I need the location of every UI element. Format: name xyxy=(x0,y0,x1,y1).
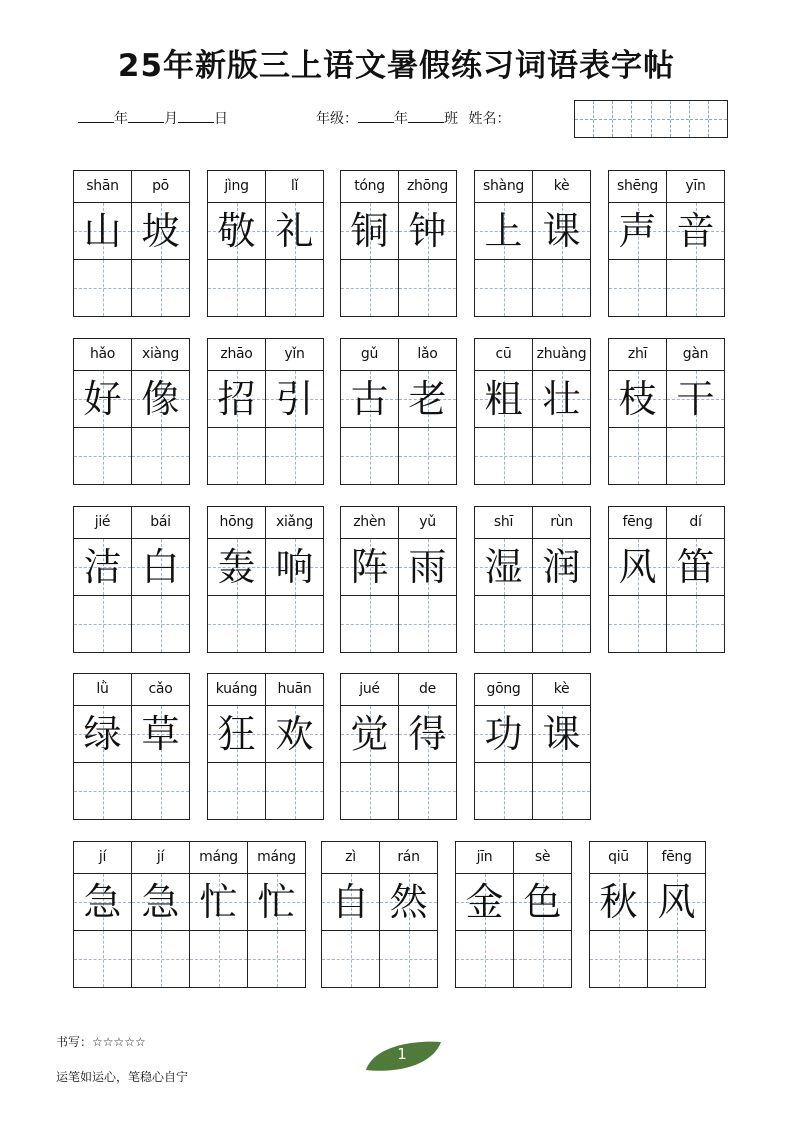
char-column xyxy=(266,171,324,317)
pinyin-label: shàng xyxy=(475,171,532,203)
practice-cell[interactable] xyxy=(590,931,647,988)
word-box xyxy=(340,506,457,653)
hanzi-char: 色 xyxy=(523,880,562,924)
char-column xyxy=(533,339,591,485)
char-column xyxy=(132,674,190,820)
pinyin-label: jié xyxy=(74,507,131,539)
hanzi-char: 狂 xyxy=(217,712,256,756)
model-char-cell xyxy=(475,706,532,763)
pinyin-label: lǜ xyxy=(74,674,131,706)
name-cell[interactable] xyxy=(709,101,727,137)
hanzi-char: 枝 xyxy=(618,377,657,421)
model-char-cell xyxy=(399,371,456,428)
pinyin-label: zhāo xyxy=(208,339,265,371)
model-char-cell xyxy=(248,874,305,931)
pinyin-label: shān xyxy=(74,171,131,203)
char-column xyxy=(208,339,266,485)
char-column xyxy=(322,842,380,988)
char-column xyxy=(208,507,266,653)
pinyin-label: kè xyxy=(533,674,590,706)
model-char-cell xyxy=(609,371,666,428)
char-column xyxy=(190,842,248,988)
name-cell[interactable] xyxy=(594,101,613,137)
pinyin-label: zì xyxy=(322,842,379,874)
hanzi-char: 阵 xyxy=(350,545,389,589)
class-label: 班 xyxy=(444,111,458,127)
practice-cell[interactable] xyxy=(132,596,189,653)
char-column xyxy=(667,171,725,317)
pinyin-label: sè xyxy=(514,842,571,874)
model-char-cell xyxy=(132,539,189,596)
model-char-cell xyxy=(341,371,398,428)
practice-cell[interactable] xyxy=(380,931,437,988)
char-column xyxy=(648,842,706,988)
pinyin-label: jí xyxy=(74,842,131,874)
practice-cell[interactable] xyxy=(667,260,724,317)
model-char-cell xyxy=(648,874,705,931)
practice-cell[interactable] xyxy=(514,931,571,988)
word-box xyxy=(474,506,591,653)
practice-cell[interactable] xyxy=(190,931,247,988)
practice-cell[interactable] xyxy=(341,596,398,653)
hanzi-char: 洁 xyxy=(83,545,122,589)
practice-cell[interactable] xyxy=(208,763,265,820)
pinyin-label: rán xyxy=(380,842,437,874)
model-char-cell xyxy=(609,539,666,596)
word-box xyxy=(455,841,572,988)
model-char-cell xyxy=(132,706,189,763)
hanzi-char: 白 xyxy=(141,545,180,589)
char-column xyxy=(74,339,132,485)
pinyin-label: yīn xyxy=(667,171,724,203)
char-column xyxy=(266,507,324,653)
model-char-cell xyxy=(456,874,513,931)
practice-cell[interactable] xyxy=(399,763,456,820)
pinyin-label: kè xyxy=(533,171,590,203)
practice-cell[interactable] xyxy=(475,428,532,485)
pinyin-label: bái xyxy=(132,507,189,539)
model-char-cell xyxy=(208,706,265,763)
char-column xyxy=(475,171,533,317)
hanzi-char: 风 xyxy=(657,880,696,924)
char-column xyxy=(399,339,457,485)
char-column xyxy=(533,171,591,317)
practice-cell[interactable] xyxy=(475,763,532,820)
hanzi-char: 忙 xyxy=(257,880,296,924)
model-char-cell xyxy=(74,706,131,763)
word-box xyxy=(608,506,725,653)
pinyin-label: jīn xyxy=(456,842,513,874)
char-column xyxy=(399,674,457,820)
pinyin-label: jué xyxy=(341,674,398,706)
model-char-cell xyxy=(322,874,379,931)
pinyin-label: cǎo xyxy=(132,674,189,706)
char-column xyxy=(208,171,266,317)
pinyin-label: gǔ xyxy=(341,339,398,371)
char-column xyxy=(475,674,533,820)
model-char-cell xyxy=(380,874,437,931)
hanzi-char: 轰 xyxy=(217,545,256,589)
char-column xyxy=(341,674,399,820)
practice-cell[interactable] xyxy=(132,428,189,485)
char-column xyxy=(266,674,324,820)
practice-cell[interactable] xyxy=(475,596,532,653)
word-box xyxy=(73,338,190,485)
hanzi-char: 山 xyxy=(83,209,122,253)
practice-cell[interactable] xyxy=(132,931,189,988)
char-column xyxy=(266,339,324,485)
practice-cell[interactable] xyxy=(322,931,379,988)
char-column xyxy=(590,842,648,988)
model-char-cell xyxy=(208,203,265,260)
word-box xyxy=(321,841,438,988)
practice-cell[interactable] xyxy=(475,260,532,317)
practice-cell[interactable] xyxy=(399,596,456,653)
model-char-cell xyxy=(74,539,131,596)
practice-cell[interactable] xyxy=(74,596,131,653)
practice-cell[interactable] xyxy=(341,428,398,485)
name-cell[interactable] xyxy=(652,101,671,137)
hanzi-char: 干 xyxy=(676,377,715,421)
pinyin-label: xiàng xyxy=(132,339,189,371)
pinyin-label: zhōng xyxy=(399,171,456,203)
word-box xyxy=(73,170,190,317)
pinyin-label: dí xyxy=(667,507,724,539)
hanzi-char: 钟 xyxy=(408,209,447,253)
char-column xyxy=(399,507,457,653)
model-char-cell xyxy=(132,874,189,931)
practice-cell[interactable] xyxy=(533,260,590,317)
word-box xyxy=(207,338,324,485)
char-column xyxy=(667,339,725,485)
model-char-cell xyxy=(667,203,724,260)
pinyin-label: kuáng xyxy=(208,674,265,706)
char-column xyxy=(456,842,514,988)
month-blank[interactable] xyxy=(128,108,164,123)
model-char-cell xyxy=(609,203,666,260)
char-column xyxy=(132,842,190,988)
hanzi-char: 响 xyxy=(275,545,314,589)
model-char-cell xyxy=(266,539,323,596)
model-char-cell xyxy=(399,203,456,260)
pinyin-label: máng xyxy=(248,842,305,874)
practice-cell[interactable] xyxy=(208,596,265,653)
word-box xyxy=(608,338,725,485)
practice-cell[interactable] xyxy=(667,596,724,653)
pinyin-label: zhī xyxy=(609,339,666,371)
model-char-cell xyxy=(533,203,590,260)
model-char-cell xyxy=(514,874,571,931)
name-cell[interactable] xyxy=(613,101,632,137)
hanzi-char: 秋 xyxy=(599,880,638,924)
pinyin-label: lǐ xyxy=(266,171,323,203)
word-box xyxy=(207,673,324,820)
date-line xyxy=(78,108,228,128)
class-blank[interactable] xyxy=(408,108,444,123)
grade-line xyxy=(316,108,510,128)
day-label: 日 xyxy=(214,111,228,127)
writing-rating: 书写：☆☆☆☆☆ xyxy=(56,1035,146,1049)
practice-cell[interactable] xyxy=(533,596,590,653)
model-char-cell xyxy=(399,706,456,763)
pinyin-label: hǎo xyxy=(74,339,131,371)
practice-cell[interactable] xyxy=(533,428,590,485)
hanzi-char: 金 xyxy=(465,880,504,924)
char-column xyxy=(533,674,591,820)
pinyin-label: gàn xyxy=(667,339,724,371)
pinyin-label: lǎo xyxy=(399,339,456,371)
word-box xyxy=(474,338,591,485)
word-box xyxy=(340,673,457,820)
model-char-cell xyxy=(475,203,532,260)
pinyin-label: qiū xyxy=(590,842,647,874)
month-label: 月 xyxy=(164,111,178,127)
pinyin-label: cū xyxy=(475,339,532,371)
hanzi-char: 壮 xyxy=(542,377,581,421)
practice-cell[interactable] xyxy=(456,931,513,988)
pinyin-label: shī xyxy=(475,507,532,539)
model-char-cell xyxy=(667,371,724,428)
pinyin-label: yǔ xyxy=(399,507,456,539)
pinyin-label: huān xyxy=(266,674,323,706)
model-char-cell xyxy=(533,371,590,428)
char-column xyxy=(132,171,190,317)
hanzi-char: 古 xyxy=(350,377,389,421)
model-char-cell xyxy=(475,539,532,596)
practice-cell[interactable] xyxy=(266,596,323,653)
year-blank[interactable] xyxy=(78,108,114,123)
practice-cell[interactable] xyxy=(208,260,265,317)
word-box xyxy=(207,170,324,317)
char-column xyxy=(475,339,533,485)
char-column xyxy=(248,842,306,988)
page-title: 25年新版三上语文暑假练习词语表字帖 xyxy=(117,48,676,84)
model-char-cell xyxy=(341,539,398,596)
practice-cell[interactable] xyxy=(341,763,398,820)
hanzi-char: 坡 xyxy=(141,209,180,253)
motto: 运笔如运心，笔稳心自宁 xyxy=(56,1070,189,1084)
practice-cell[interactable] xyxy=(74,931,131,988)
model-char-cell xyxy=(74,371,131,428)
hanzi-char: 像 xyxy=(141,377,180,421)
practice-cell[interactable] xyxy=(266,260,323,317)
model-char-cell xyxy=(132,371,189,428)
practice-cell[interactable] xyxy=(609,596,666,653)
word-box xyxy=(474,673,591,820)
hanzi-char: 声 xyxy=(618,209,657,253)
char-column xyxy=(380,842,438,988)
word-box xyxy=(474,170,591,317)
hanzi-char: 得 xyxy=(408,712,447,756)
practice-cell[interactable] xyxy=(399,428,456,485)
word-box xyxy=(73,673,190,820)
char-column xyxy=(208,674,266,820)
practice-cell[interactable] xyxy=(132,763,189,820)
practice-cell[interactable] xyxy=(74,763,131,820)
pinyin-label: fēng xyxy=(609,507,666,539)
model-char-cell xyxy=(533,539,590,596)
pinyin-label: máng xyxy=(190,842,247,874)
practice-cell[interactable] xyxy=(399,260,456,317)
pinyin-label: yǐn xyxy=(266,339,323,371)
day-blank[interactable] xyxy=(178,108,214,123)
char-column xyxy=(533,507,591,653)
model-char-cell xyxy=(266,706,323,763)
model-char-cell xyxy=(533,706,590,763)
hanzi-char: 雨 xyxy=(408,545,447,589)
practice-cell[interactable] xyxy=(208,428,265,485)
char-column xyxy=(74,507,132,653)
hanzi-char: 欢 xyxy=(275,712,314,756)
pinyin-label: de xyxy=(399,674,456,706)
char-column xyxy=(609,171,667,317)
year-label: 年 xyxy=(114,111,128,127)
pinyin-label: fēng xyxy=(648,842,705,874)
name-cell[interactable] xyxy=(690,101,709,137)
word-box xyxy=(73,841,306,988)
char-column xyxy=(132,339,190,485)
hanzi-char: 课 xyxy=(542,712,581,756)
grade-nian-label: 年 xyxy=(394,111,408,127)
name-label: 姓名： xyxy=(468,111,511,127)
hanzi-char: 湿 xyxy=(484,545,523,589)
hanzi-char: 老 xyxy=(408,377,447,421)
model-char-cell xyxy=(399,539,456,596)
practice-cell[interactable] xyxy=(74,428,131,485)
word-box xyxy=(73,506,190,653)
model-char-cell xyxy=(74,203,131,260)
char-column xyxy=(341,339,399,485)
practice-cell[interactable] xyxy=(248,931,305,988)
hanzi-char: 引 xyxy=(275,377,314,421)
char-column xyxy=(74,171,132,317)
char-column xyxy=(341,171,399,317)
pinyin-label: pō xyxy=(132,171,189,203)
practice-cell[interactable] xyxy=(609,428,666,485)
practice-cell[interactable] xyxy=(609,260,666,317)
practice-cell[interactable] xyxy=(266,763,323,820)
hanzi-char: 急 xyxy=(141,880,180,924)
pinyin-label: tóng xyxy=(341,171,398,203)
model-char-cell xyxy=(590,874,647,931)
model-char-cell xyxy=(190,874,247,931)
hanzi-char: 绿 xyxy=(83,712,122,756)
pinyin-label: shēng xyxy=(609,171,666,203)
pinyin-label: xiǎng xyxy=(266,507,323,539)
practice-cell[interactable] xyxy=(341,260,398,317)
char-column xyxy=(341,507,399,653)
hanzi-char: 草 xyxy=(141,712,180,756)
name-input-box[interactable] xyxy=(574,100,728,138)
pinyin-label: jìng xyxy=(208,171,265,203)
page-number: 1 xyxy=(397,1045,407,1063)
char-column xyxy=(609,507,667,653)
model-char-cell xyxy=(341,203,398,260)
hanzi-char: 音 xyxy=(676,209,715,253)
name-cell[interactable] xyxy=(575,101,594,137)
name-cell[interactable] xyxy=(671,101,690,137)
grade-label: 年级： xyxy=(316,111,358,127)
model-char-cell xyxy=(266,203,323,260)
hanzi-char: 好 xyxy=(83,377,122,421)
hanzi-char: 礼 xyxy=(275,209,314,253)
practice-cell[interactable] xyxy=(648,931,705,988)
hanzi-char: 然 xyxy=(389,880,428,924)
hanzi-char: 润 xyxy=(542,545,581,589)
char-column xyxy=(609,339,667,485)
pinyin-label: hōng xyxy=(208,507,265,539)
word-box xyxy=(207,506,324,653)
practice-cell[interactable] xyxy=(74,260,131,317)
hanzi-char: 招 xyxy=(217,377,256,421)
word-box xyxy=(340,170,457,317)
char-column xyxy=(132,507,190,653)
pinyin-label: zhèn xyxy=(341,507,398,539)
model-char-cell xyxy=(667,539,724,596)
hanzi-char: 忙 xyxy=(199,880,238,924)
hanzi-char: 急 xyxy=(83,880,122,924)
model-char-cell xyxy=(208,539,265,596)
practice-cell[interactable] xyxy=(266,428,323,485)
hanzi-char: 觉 xyxy=(350,712,389,756)
hanzi-char: 铜 xyxy=(350,209,389,253)
pinyin-label: gōng xyxy=(475,674,532,706)
model-char-cell xyxy=(74,874,131,931)
char-column xyxy=(475,507,533,653)
pinyin-label: zhuàng xyxy=(533,339,590,371)
hanzi-char: 风 xyxy=(618,545,657,589)
hanzi-char: 笛 xyxy=(676,545,715,589)
model-char-cell xyxy=(132,203,189,260)
pinyin-label: jí xyxy=(132,842,189,874)
model-char-cell xyxy=(266,371,323,428)
hanzi-char: 敬 xyxy=(217,209,256,253)
word-box xyxy=(340,338,457,485)
model-char-cell xyxy=(341,706,398,763)
hanzi-char: 上 xyxy=(484,209,523,253)
model-char-cell xyxy=(475,371,532,428)
word-box xyxy=(589,841,706,988)
practice-cell[interactable] xyxy=(132,260,189,317)
hanzi-char: 课 xyxy=(542,209,581,253)
char-column xyxy=(514,842,572,988)
practice-cell[interactable] xyxy=(533,763,590,820)
hanzi-char: 功 xyxy=(484,712,523,756)
char-column xyxy=(667,507,725,653)
char-column xyxy=(74,842,132,988)
model-char-cell xyxy=(208,371,265,428)
word-box xyxy=(608,170,725,317)
hanzi-char: 自 xyxy=(331,880,370,924)
grade-blank[interactable] xyxy=(358,108,394,123)
pinyin-label: rùn xyxy=(533,507,590,539)
name-cell[interactable] xyxy=(632,101,651,137)
hanzi-char: 粗 xyxy=(484,377,523,421)
practice-cell[interactable] xyxy=(667,428,724,485)
char-column xyxy=(399,171,457,317)
char-column xyxy=(74,674,132,820)
